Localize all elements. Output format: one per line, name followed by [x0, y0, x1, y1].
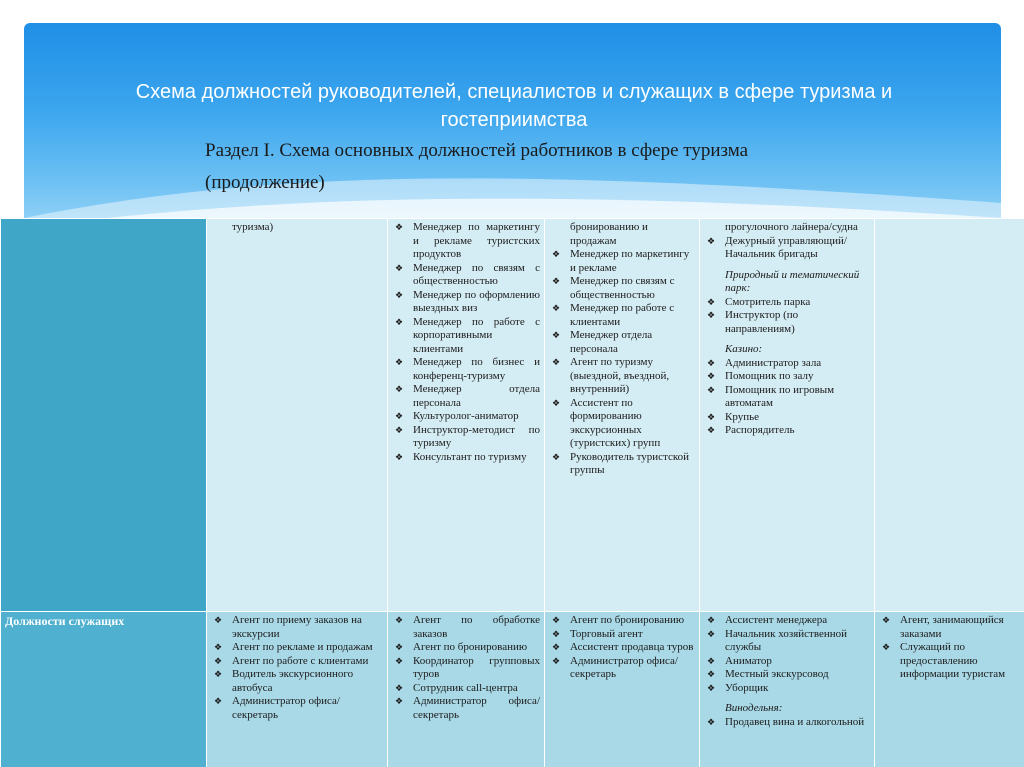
- table-cell: [875, 219, 1024, 612]
- position-item: ❖ Менеджер по бизнес и конференц-туризму: [392, 356, 540, 383]
- table-row-employees: [1, 612, 1024, 767]
- position-item: ❖ Распорядитель: [704, 424, 870, 438]
- position-item: ❖ Менеджер по маркетингу и рекламе: [549, 248, 695, 275]
- position-item: ❖ Менеджер по связям с общественностью: [549, 275, 695, 302]
- section-subtitle: [205, 135, 885, 199]
- position-list: [704, 221, 870, 438]
- section-heading: Казино:: [725, 343, 763, 355]
- position-item: ❖ Администратор зала: [704, 357, 870, 371]
- position-item: ❖ Агент по бронированию: [549, 614, 695, 628]
- position-item: ❖ Инструктор-методист по туризму: [392, 424, 540, 451]
- position-item: ❖ Культуролог-аниматор: [392, 410, 540, 424]
- position-item: ❖ Менеджер по оформлению выездных виз: [392, 289, 540, 316]
- positions-table-wrapper: [0, 218, 1024, 767]
- position-list: [704, 614, 870, 729]
- position-item: ❖ Аниматор: [704, 655, 870, 669]
- section-heading: Природный и тематический парк:: [725, 268, 860, 294]
- position-item: ❖ Агент по обработке заказов: [392, 614, 540, 641]
- position-item: ❖ Торговый агент: [549, 628, 695, 642]
- position-list: [549, 221, 695, 478]
- position-item: ❖ Консультант по туризму: [392, 451, 540, 465]
- position-item: ❖ Менеджер по связям с общественностью: [392, 262, 540, 289]
- position-item: ❖ Администратор офиса/секретарь: [211, 695, 383, 722]
- table-cell: [875, 612, 1024, 767]
- position-item: ❖ Агент, занимающийся заказами: [879, 614, 1020, 641]
- position-item: ❖ Помощник по игровым автоматам: [704, 384, 870, 411]
- position-item: прогулочного лайнера/судна: [725, 221, 858, 233]
- table-cell: [700, 612, 875, 767]
- position-item: ❖ Ассистент по формированию экскурсионных (туристских) групп: [549, 397, 695, 451]
- position-item: ❖ Местный экскурсовод: [704, 668, 870, 682]
- position-item: ❖ Агент по приему заказов на экскурсии: [211, 614, 383, 641]
- position-item: ❖ Руководитель туристской группы: [549, 451, 695, 478]
- position-item: ❖ Менеджер отдела персонала: [392, 383, 540, 410]
- position-item: туризма): [232, 221, 274, 233]
- position-item: ❖ Продавец вина и алкогольной: [704, 716, 870, 730]
- position-item: ❖ Менеджер по работе с клиентами: [549, 302, 695, 329]
- position-item: ❖ Координатор групповых туров: [392, 655, 540, 682]
- section-heading: Винодельня:: [725, 702, 783, 714]
- position-item: ❖ Менеджер по маркетингу и рекламе туристских продуктов: [392, 221, 540, 262]
- table-cell: [388, 219, 545, 612]
- position-item: ❖ Инструктор (по направлениям): [704, 309, 870, 336]
- position-item: ❖ Начальник хозяйственной службы: [704, 628, 870, 655]
- position-list: [211, 614, 383, 722]
- position-item: ❖ Уборщик: [704, 682, 870, 696]
- position-list: [392, 221, 540, 464]
- table-cell: [207, 612, 388, 767]
- position-item: ❖ Ассистент продавца туров: [549, 641, 695, 655]
- position-item: ❖ Агент по туризму (выездной, въездной, внутренний): [549, 356, 695, 397]
- position-item: ❖ Менеджер отдела персонала: [549, 329, 695, 356]
- table-cell: [545, 219, 700, 612]
- position-item: бронированию и продажам: [570, 221, 648, 247]
- position-item: ❖ Водитель экскурсионного автобуса: [211, 668, 383, 695]
- position-item: ❖ Ассистент менеджера: [704, 614, 870, 628]
- table-cell: [388, 612, 545, 767]
- position-item: ❖ Администратор офиса/секретарь: [549, 655, 695, 682]
- table-cell: [207, 219, 388, 612]
- position-item: ❖ Сотрудник call-центра: [392, 682, 540, 696]
- table-row-specialists: [1, 219, 1024, 612]
- position-list: [879, 614, 1020, 682]
- position-item: ❖ Менеджер по работе с корпоративными клиентами: [392, 316, 540, 357]
- subtitle-line-2: (продолжение): [205, 172, 325, 193]
- slide-title: Схема должностей руководителей, специалистов и служащих в сфере туризма и гостеприимства: [135, 81, 893, 131]
- position-item: ❖ Служащий по предоставлению информации туристам: [879, 641, 1020, 682]
- position-item: ❖ Администратор офиса/секретарь: [392, 695, 540, 722]
- row-label-employees: Должности служащих: [1, 612, 207, 767]
- position-list: [549, 614, 695, 682]
- position-item: ❖ Агент по бронированию: [392, 641, 540, 655]
- table-cell: [700, 219, 875, 612]
- position-item: ❖ Смотритель парка: [704, 296, 870, 310]
- table-cell: [545, 612, 700, 767]
- row-label-empty: [1, 219, 207, 612]
- position-item: ❖ Агент по рекламе и продажам: [211, 641, 383, 655]
- subtitle-line-1: Раздел I. Схема основных должностей работников в сфере туризма: [205, 140, 749, 161]
- position-item: ❖ Дежурный управляющий/Начальник бригады: [704, 235, 870, 262]
- position-list: [392, 614, 540, 722]
- positions-table: [0, 218, 1024, 767]
- position-item: ❖ Агент по работе с клиентами: [211, 655, 383, 669]
- position-list: [211, 221, 383, 235]
- position-item: ❖ Крупье: [704, 411, 870, 425]
- position-item: ❖ Помощник по залу: [704, 370, 870, 384]
